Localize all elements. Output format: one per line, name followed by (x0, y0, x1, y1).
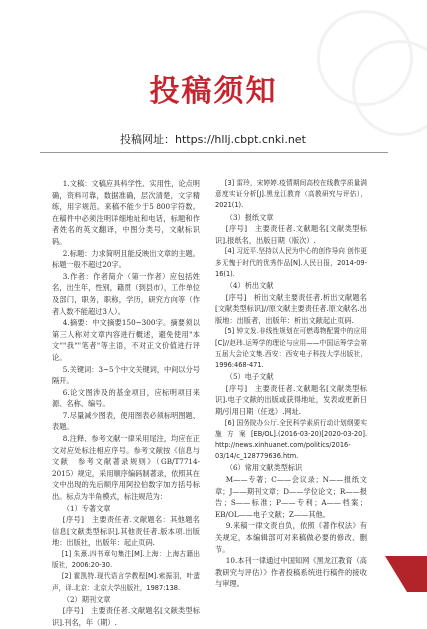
paragraph-reference-rule: 8.注释、参考文献一律采用尾注，均应在正文对应处标注相应序号。参考文献按《信息与文献 参考文献著录规则》（GB/T7714-2015）规定，采用顺序编码制著录，依照其在文中出现的先后顺序用阿拉伯数字加方括号标出。标点为半角模式，标注规范为： (52, 434, 200, 502)
format-monograph: [序号] 主要责任者.文献题名：其他题名信息[文献类型标识].其他责任者.版本项.出版地：出版社，出版年：起止页码. (52, 515, 200, 548)
paragraph-abstract-rule: 4.摘要：中文摘要150~300字。摘要须以第三人称对文章内容进行概述，避免使用"本文""我""笔者"等主语，不对正文价值进行评论。 (52, 318, 200, 362)
page-title: 投稿须知 (149, 74, 278, 109)
paragraph-title-rule: 2.标题：力求简明且能反映出文章的主题。标题一般不超过20字。 (52, 248, 200, 270)
reference-example: [2] 霍凯特.现代语言学教程[M].索振羽，叶蜚声，译.北京：北京大学出版社，1987:138. (52, 572, 200, 592)
left-column (52, 178, 200, 629)
submission-website: 投稿网址：https://hllj.cbpt.cnki.net (120, 133, 306, 146)
format-extracted: [序号] 析出文献主要责任者.析出文献题名[文献类型标识]//原文献主要责任者.原文献名.出版地：出版者，出版年：析出文献起止页码. (215, 292, 367, 325)
right-column (215, 178, 367, 590)
subheading-monograph: （1）专著文章 (62, 503, 111, 513)
corner-cut-decoration (385, 556, 407, 592)
subheading-extracted: （4）析出文献 (225, 281, 274, 290)
reference-example: [5] 钟文发.非线性规划在可燃毒物配置中的应用[C]//赵玮.运筹学的理论与应用——中国运筹学会第五届大会论文集.西安：西安电子科技大学出版社，1996:468-471. (215, 327, 367, 369)
reference-example: [4] 习近平.坚持以人民为中心的创作导向 创作更多无愧于时代的优秀作品[N].人民日报，2014-09-16(1). (215, 247, 367, 278)
paragraph-responsibility: 9.来稿一律文责自负，依照《著作权法》有关规定，本编辑部可对来稿做必要的修改、删节。 (215, 521, 367, 554)
reference-example: [3] 雷玲，宋婷婷.疫情期间高校在线教学质量满意度实证分析[J].黑龙江教育（高教研究与评估），2021(1). (215, 179, 367, 210)
format-journal: [序号] 主要责任者.文献题名[文献类型标识].刊名，年（期）. (52, 606, 200, 627)
paragraph-submission-system: 10.本刊一律通过中国知网《黑龙江教育（高教研究与评估）》作者投稿系统进行稿件的接收与审理。 (215, 556, 367, 589)
subheading-electronic: （5）电子文献 (225, 372, 274, 382)
subheading-newspaper: （3）报纸文章 (225, 212, 274, 222)
subheading-type-codes: （6）常用文献类型标识 (225, 463, 303, 473)
paragraph-keywords-rule: 5.关键词：3~5个中文关键词，中间以分号隔开。 (52, 364, 200, 386)
paragraph-fund-rule: 6.论文图涉及的基金项目，应标明项目来源、名称、编号。 (52, 387, 200, 409)
paragraph-text-requirements: 1.文稿：文稿应具科学性、实用性，论点明确，资料可靠，数据准确，层次清楚，文字精练，用字规范。来稿不能少于5 800字符数。在稿件中必须注明详细地址和电话，标题和作者姓名的英文翻译，中图分类号，文献标识码。 (52, 179, 200, 246)
paragraph-figure-rule: 7.尽量减少图表，使用图表必须标明图题、表题。 (52, 410, 200, 432)
reference-example: [6] 国务院办公厅.全民科学素质行动计划纲要实施方案[EB/OL].(2016-03-20)[2020-03-20]. http://news.xinhuanet.com/politics/2016-03/14/c_128779636.htm. (215, 418, 367, 461)
divider (40, 152, 388, 153)
reference-example: [1] 朱熹.四书章句集注[M].上海：上海古籍出版社，2006:20-30. (52, 550, 200, 570)
paragraph-author-rule: 3.作者：作者简介（第一作者）应包括姓名，出生年，性别，籍贯（到县市），工作单位及部门，职务，职称，学历，研究方向等（作者人数不能超过3人）。 (52, 271, 200, 316)
subheading-journal: （2）期刊文章 (62, 594, 111, 604)
type-codes-list: M——专著；C——会议录；N——报纸文章；J——期刊文章；D——学位论文；R——报告；S——标准；P——专利；A——档案；EB/OL——电子文献；Z——其他。 (215, 474, 367, 519)
format-electronic: [序号] 主要责任者.文献题名[文献类型标识].电子文献的出版或获得地址，发表或更新日期/引用日期（任选）.网址. (215, 383, 367, 416)
format-newspaper: [序号] 主要责任者.文献题名[文献类型标识].报纸名，出版日期（版次）. (215, 224, 367, 245)
